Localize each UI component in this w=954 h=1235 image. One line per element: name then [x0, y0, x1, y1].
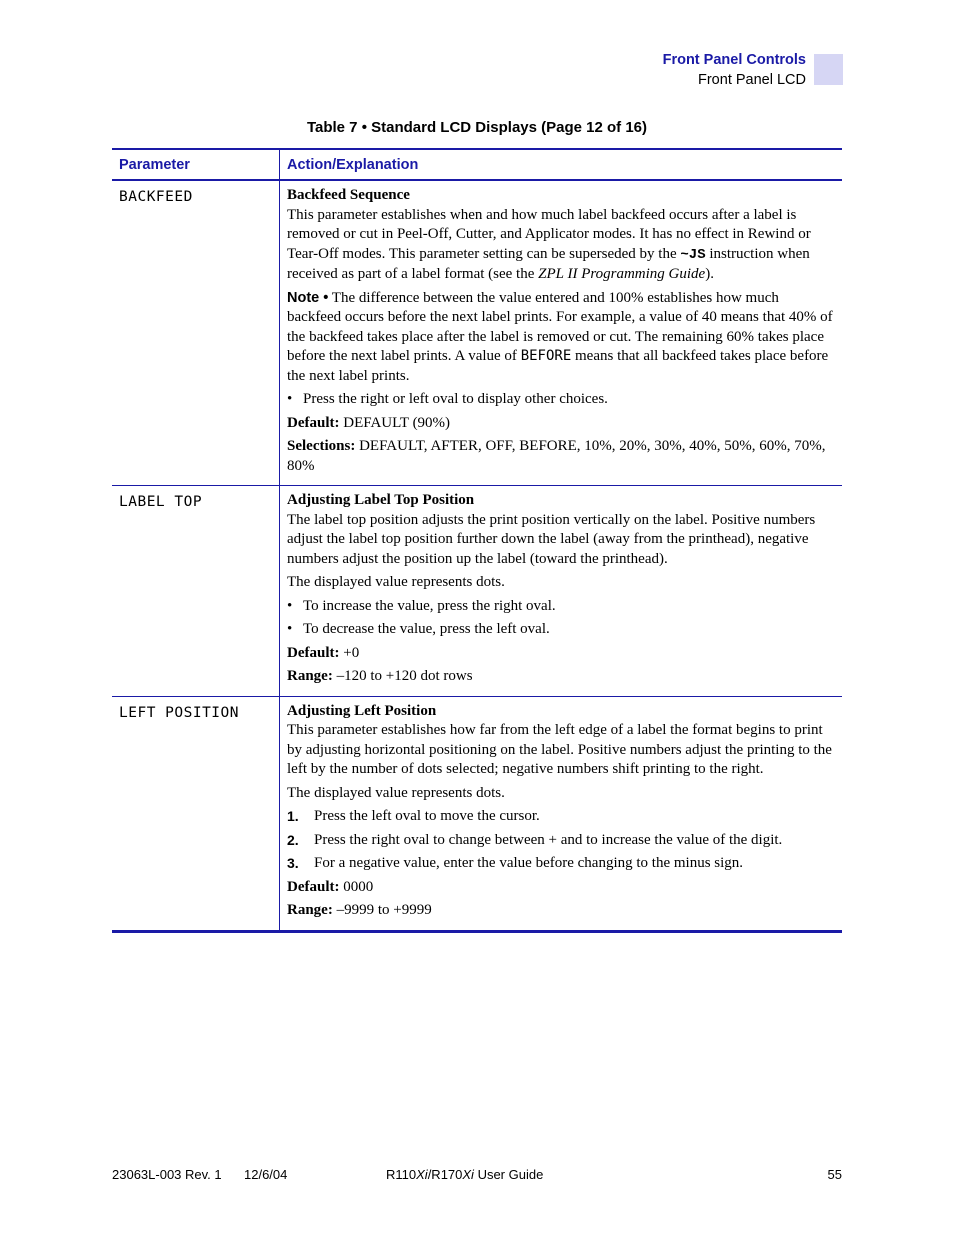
table-header-row	[112, 149, 842, 180]
description-paragraph: The displayed value represents dots.	[287, 574, 505, 590]
lcd-parameter-name: LABEL TOP	[119, 494, 203, 510]
lcd-parameter-name: LEFT POSITION	[119, 704, 239, 721]
parameter-title: Backfeed Sequence	[287, 187, 410, 203]
parameter-cell	[112, 696, 280, 931]
description-paragraph: This parameter establishes when and how much label backfeed occurs after a label is removed or cut in Peel-Off, Cutter, and Applicator modes. It has no effect in Rewind or Tear-Off modes. This parameter setting can be superseded by the ~JS instruction when received as part of a label format (see the ZPL II Programming Guide).	[287, 206, 811, 282]
table-row-label-top	[112, 486, 842, 697]
table-row-backfeed	[112, 180, 842, 486]
description-paragraph: This parameter establishes how far from the left edge of a label the format begins to print by adjusting horizontal positioning on the label. Positive numbers adjust the printing to the left by the number of dots selected; negative numbers shift printing to the right.	[287, 722, 832, 777]
command-code: ~JS	[680, 246, 706, 263]
table-row-left-position	[112, 696, 842, 931]
chapter-tab-marker	[814, 54, 843, 85]
lcd-value-before: BEFORE	[520, 348, 572, 364]
numbered-step: 3. For a negative value, enter the value before changing to the minus sign.	[287, 855, 744, 871]
bullet-item: • Press the right or left oval to display other choices.	[287, 391, 608, 407]
column-header-action: Action/Explanation	[280, 149, 843, 180]
selections-value: Selections: DEFAULT, AFTER, OFF, BEFORE, 10%, 20%, 30%, 40%, 50%, 60%, 70%, 80%	[287, 438, 826, 474]
footer-page-number: 55	[827, 1167, 842, 1182]
range-value: Range: –120 to +120 dot rows	[287, 668, 473, 684]
description-paragraph: The label top position adjusts the print position vertically on the label. Positive numbers adjust the label top position further down the label (away from the printhead), negative numbers adjust the position up the label (toward the printhead).	[287, 511, 816, 567]
numbered-step: 1. Press the left oval to move the cursor.	[287, 808, 540, 824]
parameter-cell	[112, 486, 280, 697]
description-paragraph: The displayed value represents dots.	[287, 784, 505, 801]
note-paragraph: Note • The difference between the value entered and 100% establishes how much backfeed occurs before the next label prints. For example, a value of 40 means that 40% of the backfeed takes place after the label is removed or cut. The remaining 60% takes place before the next label prints. A value of BEFORE means that all backfeed takes place before the next label prints.	[287, 289, 833, 384]
lcd-displays-table	[112, 148, 842, 933]
explanation-cell	[280, 696, 843, 931]
running-header-section: Front Panel LCD	[698, 72, 806, 88]
range-value: Range: –9999 to +9999	[287, 902, 432, 918]
default-value: Default: 0000	[287, 878, 374, 895]
table-title: Table 7 • Standard LCD Displays (Page 12 of 16)	[306, 119, 648, 136]
lcd-parameter-name: BACKFEED	[119, 189, 193, 205]
numbered-step: 2. Press the right oval to change between + and to increase the value of the digit.	[287, 831, 783, 848]
bullet-item: • To decrease the value, press the left oval.	[287, 621, 550, 637]
default-value: Default: +0	[287, 644, 360, 661]
parameter-title: Adjusting Left Position	[287, 702, 437, 719]
note-label: Note •	[287, 289, 329, 306]
parameter-cell	[112, 180, 280, 486]
bullet-item: • To increase the value, press the right oval.	[287, 597, 556, 614]
explanation-cell	[280, 180, 843, 486]
parameter-title: Adjusting Label Top Position	[287, 492, 475, 508]
footer-date: 12/6/04	[244, 1167, 288, 1182]
footer-doc-number: 23063L-003 Rev. 1	[112, 1167, 222, 1182]
column-header-parameter: Parameter	[112, 149, 280, 180]
footer-guide-title: R110Xi/R170Xi User Guide	[386, 1167, 544, 1182]
default-value: Default: DEFAULT (90%)	[287, 414, 451, 431]
explanation-cell	[280, 486, 843, 697]
guide-reference: ZPL II Programming Guide	[538, 266, 706, 282]
running-header-chapter: Front Panel Controls	[662, 52, 806, 68]
